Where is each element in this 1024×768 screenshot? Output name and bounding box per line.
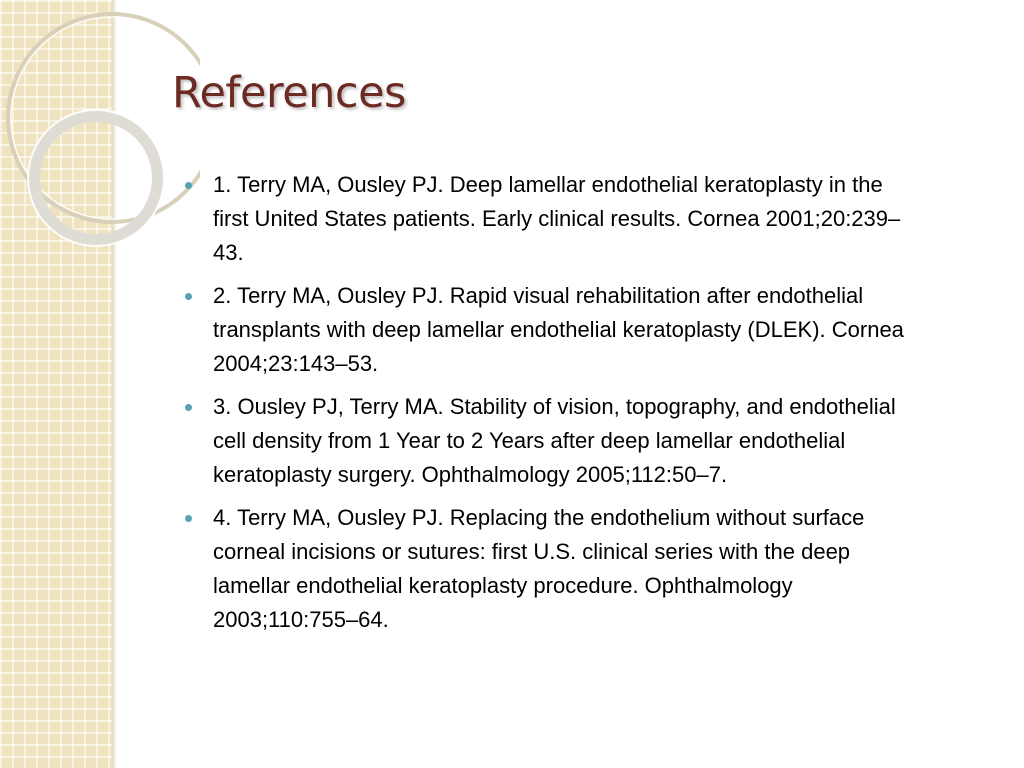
bullet-dot-icon <box>185 404 192 411</box>
reference-text: 2. Terry MA, Ousley PJ. Rapid visual rehabilitation after endothelial transplants with deep lamellar endothelial keratoplasty (DLEK). Cornea 2004;23:143–53. <box>213 283 904 376</box>
reference-item <box>185 168 905 270</box>
decorative-side-band <box>0 0 112 768</box>
side-band-edge <box>112 0 117 768</box>
bullet-dot-icon <box>185 515 192 522</box>
references-list <box>185 168 905 646</box>
reference-text: 1. Terry MA, Ousley PJ. Deep lamellar endothelial keratoplasty in the first United States patients. Early clinical results. Cornea 2001;20:239–43. <box>213 172 901 265</box>
bullet-dot-icon <box>185 293 192 300</box>
reference-item <box>185 390 905 492</box>
reference-text: 3. Ousley PJ, Terry MA. Stability of vision, topography, and endothelial cell density from 1 Year to 2 Years after deep lamellar endothelial keratoplasty surgery. Ophthalmology 2005;112:50–7. <box>213 394 896 487</box>
reference-text: 4. Terry MA, Ousley PJ. Replacing the endothelium without surface corneal incisions or sutures: first U.S. clinical series with the deep lamellar endothelial keratoplasty procedure. Ophthalmology 2003;110:755–64. <box>213 505 865 632</box>
bullet-dot-icon <box>185 182 192 189</box>
reference-item <box>185 279 905 381</box>
reference-item <box>185 501 905 637</box>
slide-title: References <box>172 68 406 118</box>
